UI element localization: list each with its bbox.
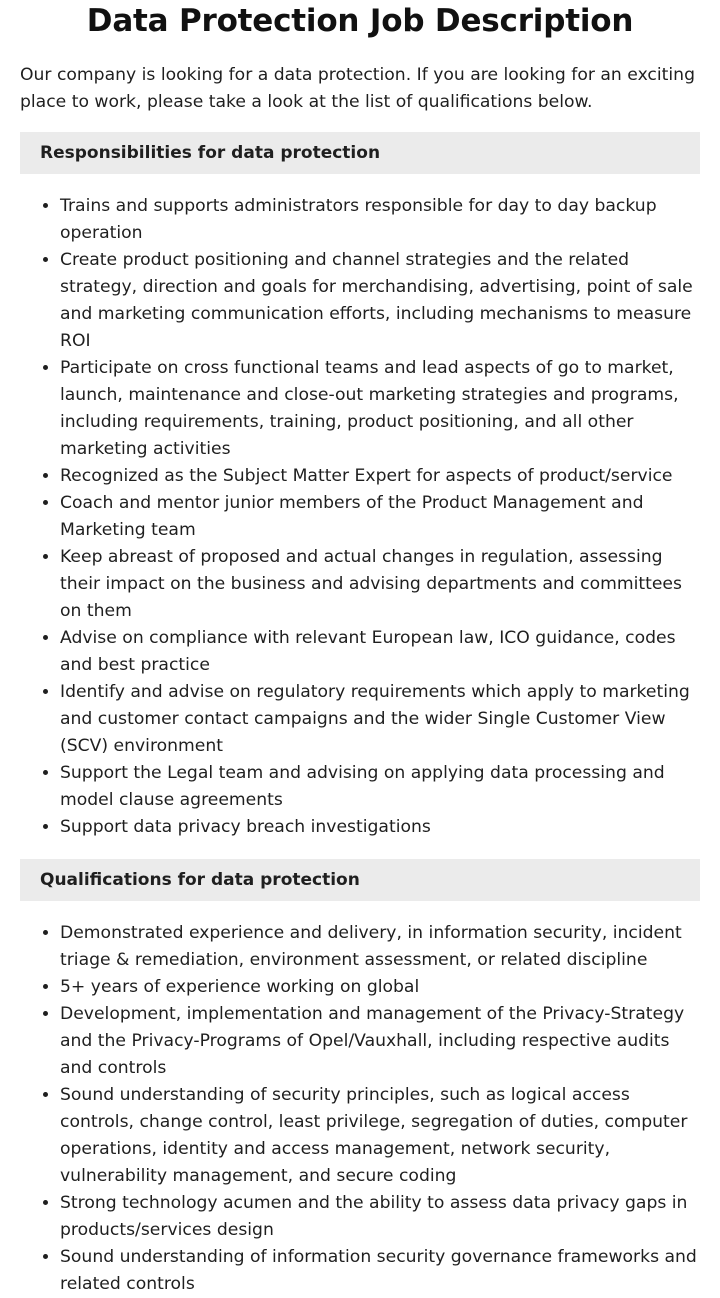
qualifications-list xyxy=(20,920,700,1298)
list-item: • Demonstrated experience and delivery, in information security, incident triage & remediation, environment assessment, or related discipline xyxy=(60,920,700,974)
list-item: • Sound understanding of security principles, such as logical access controls, change control, least privilege, segregation of duties, computer operations, identity and access management, network security, vulnerability management, and secure coding xyxy=(60,1082,700,1190)
list-item: • Advise on compliance with relevant European law, ICO guidance, codes and best practice xyxy=(60,625,700,679)
list-item: • Sound understanding of information security governance frameworks and related controls xyxy=(60,1244,700,1298)
list-item: • Support data privacy breach investigations xyxy=(60,814,700,841)
list-item: • Identify and advise on regulatory requirements which apply to marketing and customer contact campaigns and the wider Single Customer View (SCV) environment xyxy=(60,679,700,760)
list-item: • 5+ years of experience working on global xyxy=(60,974,700,1001)
page-title: Data Protection Job Description xyxy=(86,3,634,39)
responsibilities-list xyxy=(20,193,700,841)
list-item: • Recognized as the Subject Matter Expert for aspects of product/service xyxy=(60,463,700,490)
intro-paragraph: Our company is looking for a data protection. If you are looking for an exciting place to work, please take a look at the list of qualifications below. xyxy=(20,65,695,112)
qualifications-heading: Qualifications for data protection xyxy=(20,859,700,901)
list-item: • Development, implementation and management of the Privacy-Strategy and the Privacy-Programs of Opel/Vauxhall, including respective audits and controls xyxy=(60,1001,700,1082)
list-item: • Participate on cross functional teams and lead aspects of go to market, launch, maintenance and close-out marketing strategies and programs, including requirements, training, product positioning, and all other marketing activities xyxy=(60,355,700,463)
list-item: • Support the Legal team and advising on applying data processing and model clause agreements xyxy=(60,760,700,814)
list-item: • Coach and mentor junior members of the Product Management and Marketing team xyxy=(60,490,700,544)
list-item: • Keep abreast of proposed and actual changes in regulation, assessing their impact on the business and advising departments and committees on them xyxy=(60,544,700,625)
list-item: • Strong technology acumen and the ability to assess data privacy gaps in products/services design xyxy=(60,1190,700,1244)
responsibilities-heading: Responsibilities for data protection xyxy=(20,132,700,174)
list-item: • Create product positioning and channel strategies and the related strategy, direction and goals for merchandising, advertising, point of sale and marketing communication efforts, including mechanisms to measure ROI xyxy=(60,247,700,355)
list-item: • Trains and supports administrators responsible for day to day backup operation xyxy=(60,193,700,247)
